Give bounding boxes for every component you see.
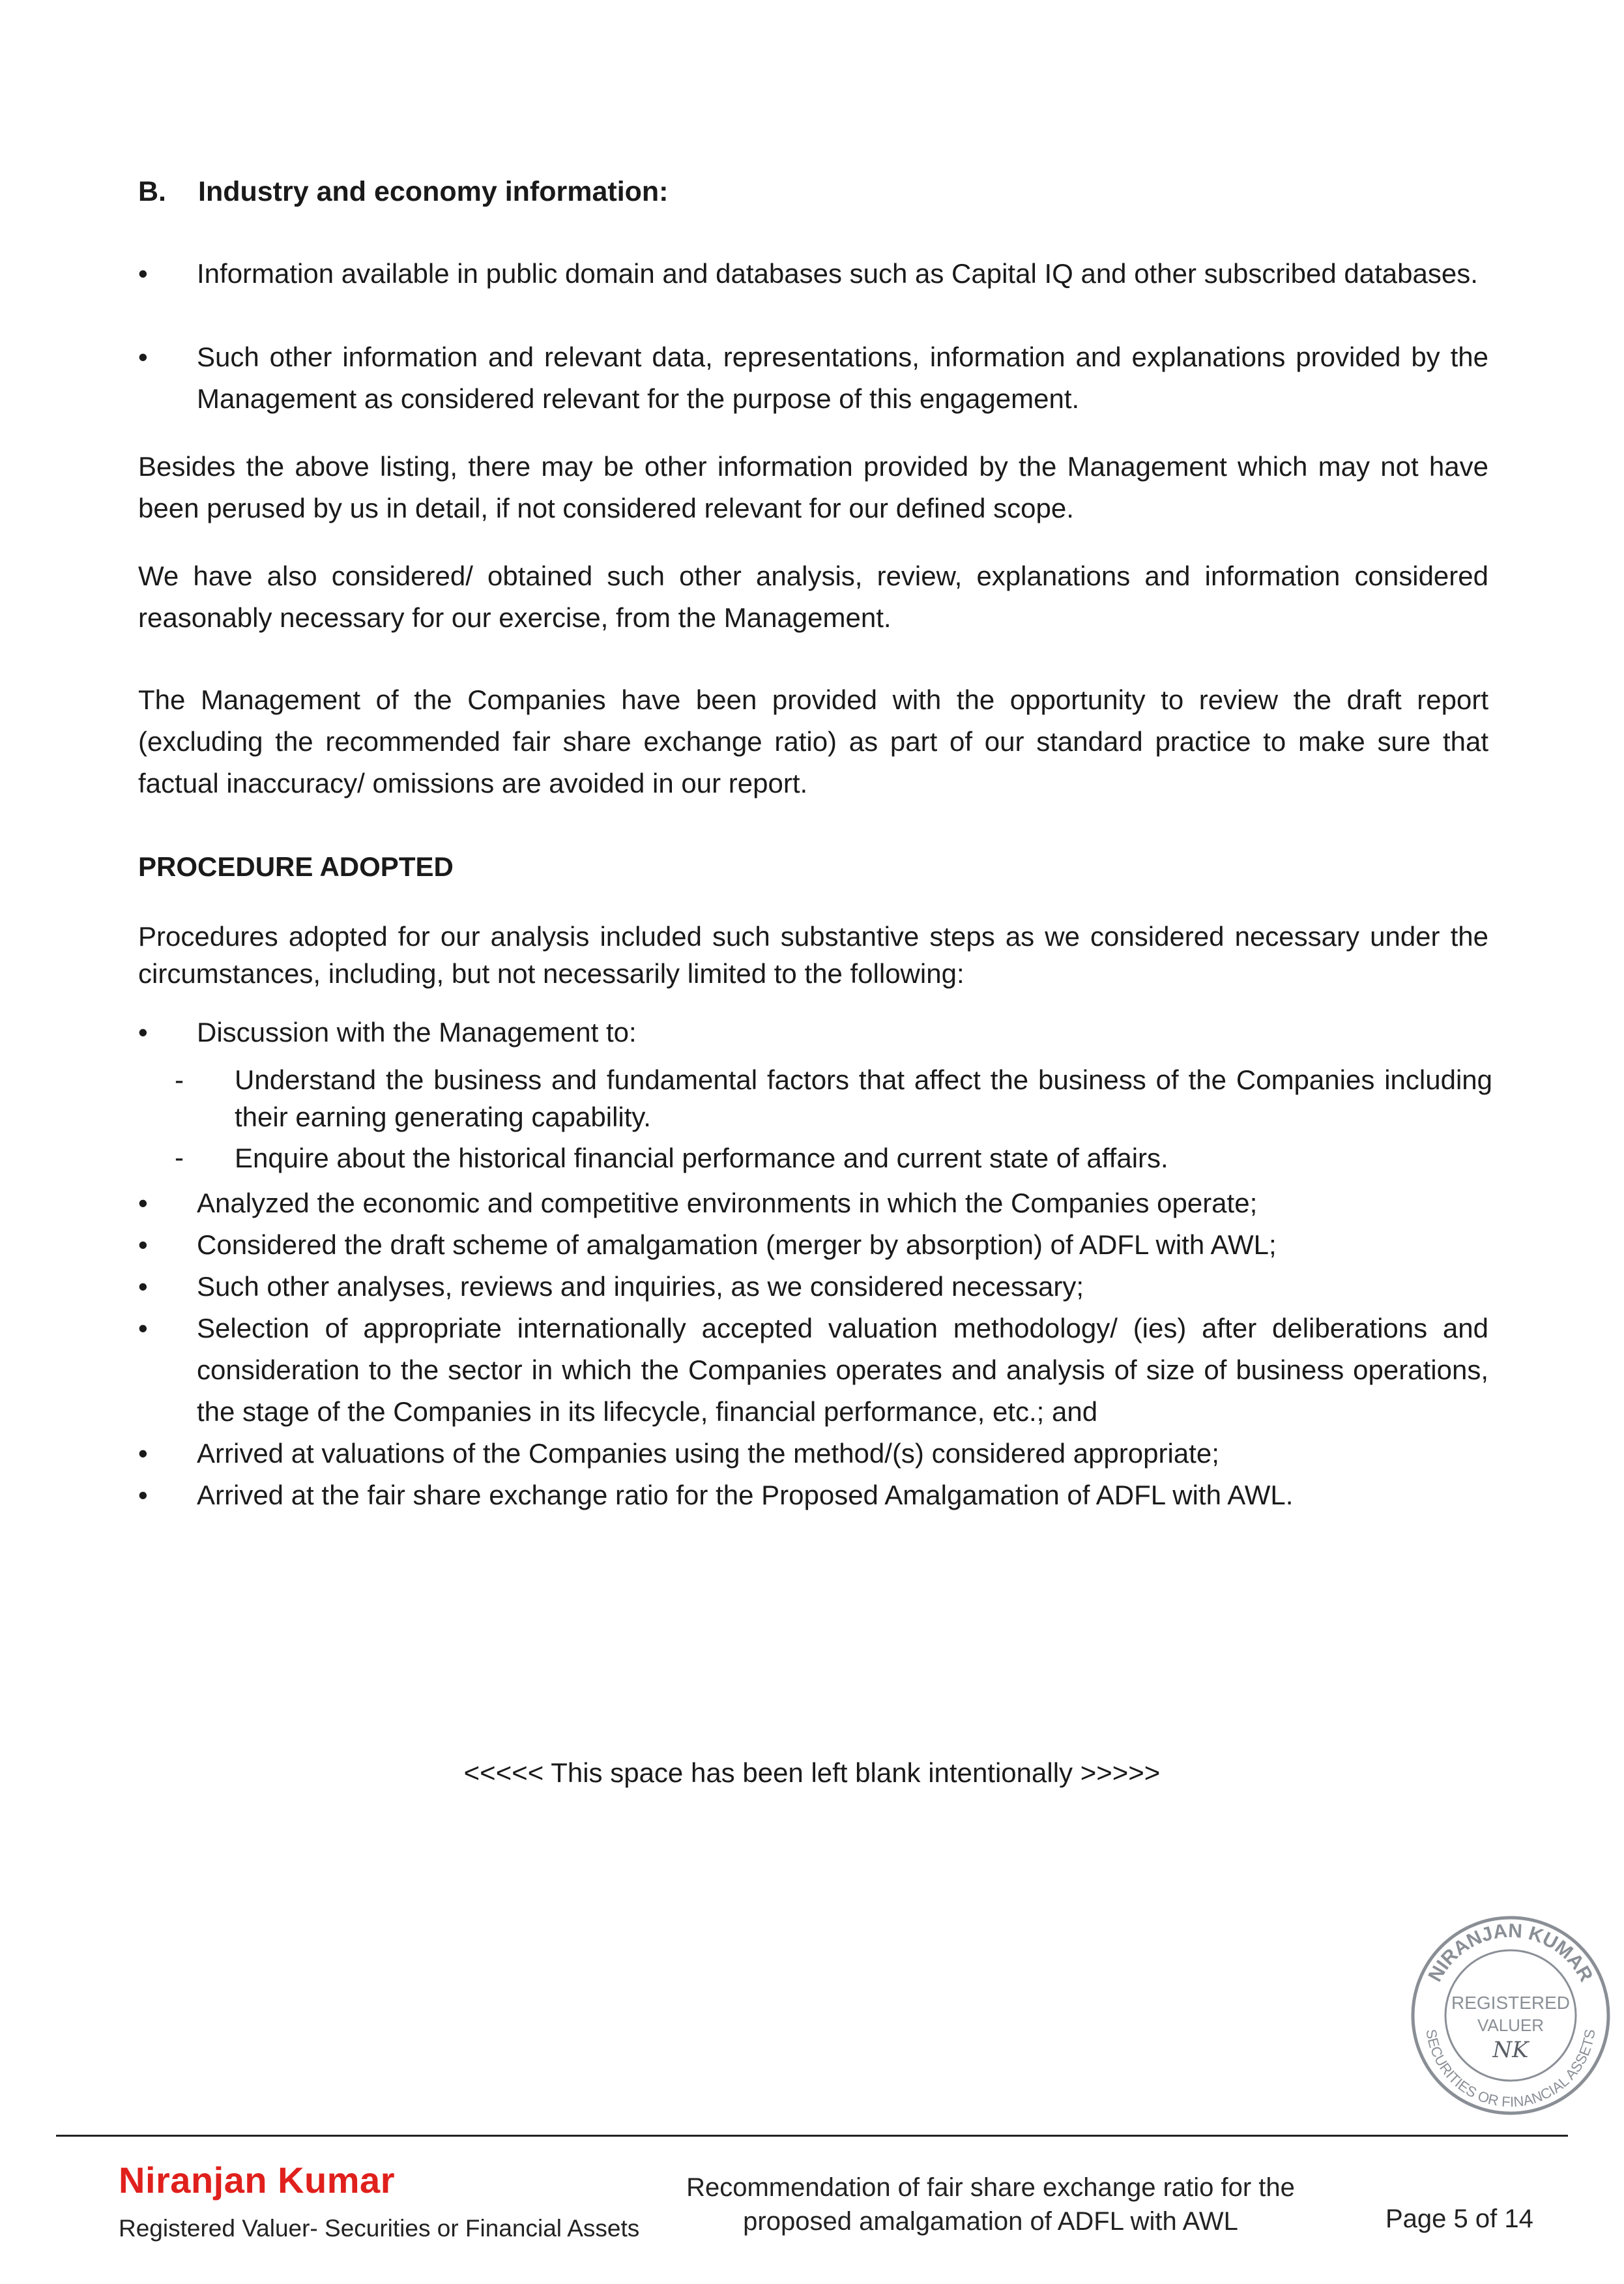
- procedure-bullet: Such other analyses, reviews and inquiries, as we considered necessary;: [197, 1271, 1084, 1302]
- blank-space-note: <<<<< This space has been left blank intentionally >>>>>: [463, 1757, 1161, 1788]
- bullet-marker: •: [138, 258, 148, 289]
- footer-title-line2: proposed amalgamation of ADFL with AWL: [743, 2207, 1238, 2236]
- section-b-bullet: Information available in public domain and databases such as Capital IQ and other subscribed databases.: [197, 258, 1478, 289]
- bullet-marker: •: [138, 1017, 148, 1047]
- procedure-intro: Procedures adopted for our analysis included such substantive steps as we considered necessary under the circumstances, including, but not necessarily limited to the following:: [138, 921, 1488, 989]
- procedure-bullet: Considered the draft scheme of amalgamation (merger by absorption) of ADFL with AWL;: [197, 1229, 1277, 1260]
- procedure-bullet: Arrived at the fair share exchange ratio for the Proposed Amalgamation of ADFL with AWL.: [197, 1480, 1294, 1510]
- bullet-marker: •: [138, 1480, 148, 1510]
- seal-signature: NK: [1492, 2037, 1529, 2063]
- procedure-sub-item: Understand the business and fundamental factors that affect the business of the Companies including their earning generating capability.: [235, 1064, 1492, 1132]
- procedure-bullet: Analyzed the economic and competitive environments in which the Companies operate;: [197, 1188, 1258, 1218]
- footer-name: Niranjan Kumar: [119, 2160, 395, 2201]
- procedure-bullet: Arrived at valuations of the Companies using the method/(s) considered appropriate;: [197, 1438, 1219, 1469]
- section-b-heading: [138, 176, 669, 208]
- section-b-bullet: Such other information and relevant data, representations, information and explanations provided by the Management as considered relevant for the purpose of this engagement.: [197, 342, 1488, 414]
- bullet-marker: •: [138, 1188, 148, 1218]
- footer-report-title: [639, 2171, 1342, 2238]
- procedure-bullet: Selection of appropriate internationally accepted valuation methodology/ (ies) after deliberations and consideration to the sector in which the Companies operates and analysis of size of business operations, the stage of the Companies in its lifecycle, financial performance, etc.; and: [197, 1313, 1488, 1427]
- bullet-marker: •: [138, 1271, 148, 1302]
- seal-ring-bottom-text: SECURITIES OR FINANCIAL ASSETS: [1423, 2028, 1599, 2111]
- dash-marker: -: [175, 1142, 184, 1173]
- paragraph: Besides the above listing, there may be other information provided by the Management which may not have been perused by us in detail, if not considered relevant for our defined scope.: [138, 451, 1488, 523]
- bullet-marker: •: [138, 1313, 148, 1343]
- procedure-heading: PROCEDURE ADOPTED: [138, 851, 454, 882]
- bullet-marker: •: [138, 342, 148, 372]
- footer-divider: [56, 2135, 1568, 2137]
- paragraph: We have also considered/ obtained such other analysis, review, explanations and information considered reasonably necessary for our exercise, from the Management.: [138, 561, 1488, 633]
- seal-center-line2: VALUER: [1477, 2015, 1544, 2035]
- footer-title-line1: Recommendation of fair share exchange ratio for the: [686, 2173, 1295, 2202]
- page-number: Page 5 of 14: [1385, 2204, 1533, 2233]
- procedure-discussion: Discussion with the Management to:: [197, 1017, 637, 1047]
- registered-valuer-seal: [1406, 1911, 1615, 2120]
- bullet-marker: •: [138, 1229, 148, 1260]
- section-b-letter: B.: [138, 176, 166, 207]
- bullet-marker: •: [138, 1438, 148, 1469]
- section-b-title: Industry and economy information:: [198, 176, 669, 207]
- footer-role: Registered Valuer- Securities or Financial Assets: [119, 2215, 640, 2242]
- dash-marker: -: [175, 1064, 184, 1095]
- seal-center-line1: REGISTERED: [1451, 1993, 1571, 2013]
- procedure-sub-item: Enquire about the historical financial performance and current state of affairs.: [235, 1143, 1168, 1173]
- seal-ring-top-text: NIRANJAN KUMAR: [1424, 1920, 1597, 1985]
- paragraph: The Management of the Companies have been provided with the opportunity to review the draft report (excluding the recommended fair share exchange ratio) as part of our standard practice to make sure that factual inaccuracy/ omissions are avoided in our report.: [138, 684, 1488, 798]
